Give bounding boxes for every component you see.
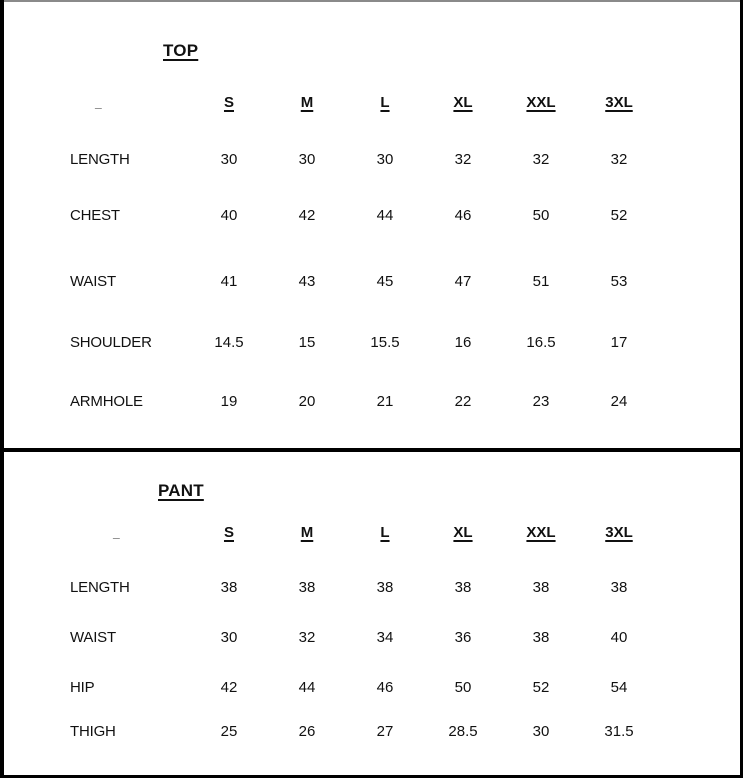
page-border-left [0,0,4,778]
measurement-label: SHOULDER [70,334,152,351]
measurement-label: WAIST [70,629,116,646]
pant-size-column-header: S [223,524,234,541]
measurement-value: 19 [220,393,238,410]
measurement-value: 44 [298,679,316,696]
measurement-value: 51 [532,273,550,290]
top-size-column-header: XXL [526,94,556,111]
measurement-value: 15.5 [370,334,400,351]
measurement-label: WAIST [70,273,116,290]
measurement-value: 38 [220,579,238,596]
measurement-value: 25 [220,723,238,740]
top-size-column-header: 3XL [605,94,633,111]
pant-size-header-row [0,524,658,542]
measurement-value: 53 [610,273,628,290]
measurement-value: 38 [532,629,550,646]
pant-measurement-row [0,679,658,697]
measurement-value: 36 [454,629,472,646]
measurement-value: 41 [220,273,238,290]
measurement-value: 38 [610,579,628,596]
pant-size-column-header: L [380,524,390,541]
measurement-value: 30 [376,151,394,168]
measurement-value: 52 [610,207,628,224]
measurement-value: 43 [298,273,316,290]
pant-measurement-row [0,629,658,647]
measurement-value: 21 [376,393,394,410]
pant-measurement-row [0,579,658,597]
measurement-value: 32 [454,151,472,168]
measurement-value: 27 [376,723,394,740]
page-border-top [0,0,743,2]
measurement-label: HIP [70,679,95,696]
measurement-value: 16.5 [526,334,556,351]
measurement-value: 30 [532,723,550,740]
blank-corner-cell [0,524,190,541]
measurement-value: 23 [532,393,550,410]
top-measurement-row [0,207,658,225]
measurement-value: 50 [454,679,472,696]
table-section-divider [0,448,743,452]
measurement-value: 40 [220,207,238,224]
measurement-value: 45 [376,273,394,290]
measurement-value: 32 [610,151,628,168]
measurement-label: ARMHOLE [70,393,143,410]
top-measurement-row [0,273,658,291]
measurement-value: 42 [298,207,316,224]
pant-table-title: PANT [158,481,204,500]
measurement-value: 31.5 [604,723,634,740]
measurement-value: 46 [376,679,394,696]
top-measurement-row [0,334,658,352]
top-table-title: TOP [163,41,199,60]
measurement-value: 52 [532,679,550,696]
measurement-value: 40 [610,629,628,646]
top-measurement-row [0,393,658,411]
measurement-value: 20 [298,393,316,410]
measurement-value: 14.5 [214,334,244,351]
pant-size-column-header: M [300,524,314,541]
measurement-label: LENGTH [70,151,130,168]
measurement-value: 46 [454,207,472,224]
blank-cell-mark: _ [95,96,102,110]
pant-size-column-header: XXL [526,524,556,541]
measurement-value: 17 [610,334,628,351]
measurement-label: LENGTH [70,579,130,596]
measurement-value: 38 [532,579,550,596]
measurement-value: 30 [220,151,238,168]
measurement-value: 30 [298,151,316,168]
measurement-value: 15 [298,334,316,351]
pant-size-column-header: 3XL [605,524,633,541]
measurement-value: 50 [532,207,550,224]
top-measurement-row [0,151,658,169]
measurement-label: CHEST [70,207,120,224]
measurement-value: 54 [610,679,628,696]
top-size-column-header: S [223,94,234,111]
measurement-value: 47 [454,273,472,290]
top-size-column-header: M [300,94,314,111]
measurement-value: 32 [298,629,316,646]
measurement-value: 32 [532,151,550,168]
measurement-value: 34 [376,629,394,646]
measurement-value: 26 [298,723,316,740]
measurement-value: 44 [376,207,394,224]
blank-corner-cell [0,94,190,111]
measurement-value: 42 [220,679,238,696]
measurement-value: 38 [454,579,472,596]
measurement-value: 24 [610,393,628,410]
measurement-value: 16 [454,334,472,351]
measurement-value: 28.5 [448,723,478,740]
pant-measurement-row [0,723,658,741]
measurement-value: 22 [454,393,472,410]
blank-cell-mark: _ [113,526,120,540]
top-size-column-header: XL [453,94,473,111]
measurement-label: THIGH [70,723,116,740]
measurement-value: 30 [220,629,238,646]
top-size-header-row [0,94,658,112]
pant-size-column-header: XL [453,524,473,541]
measurement-value: 38 [376,579,394,596]
measurement-value: 38 [298,579,316,596]
top-size-column-header: L [380,94,390,111]
